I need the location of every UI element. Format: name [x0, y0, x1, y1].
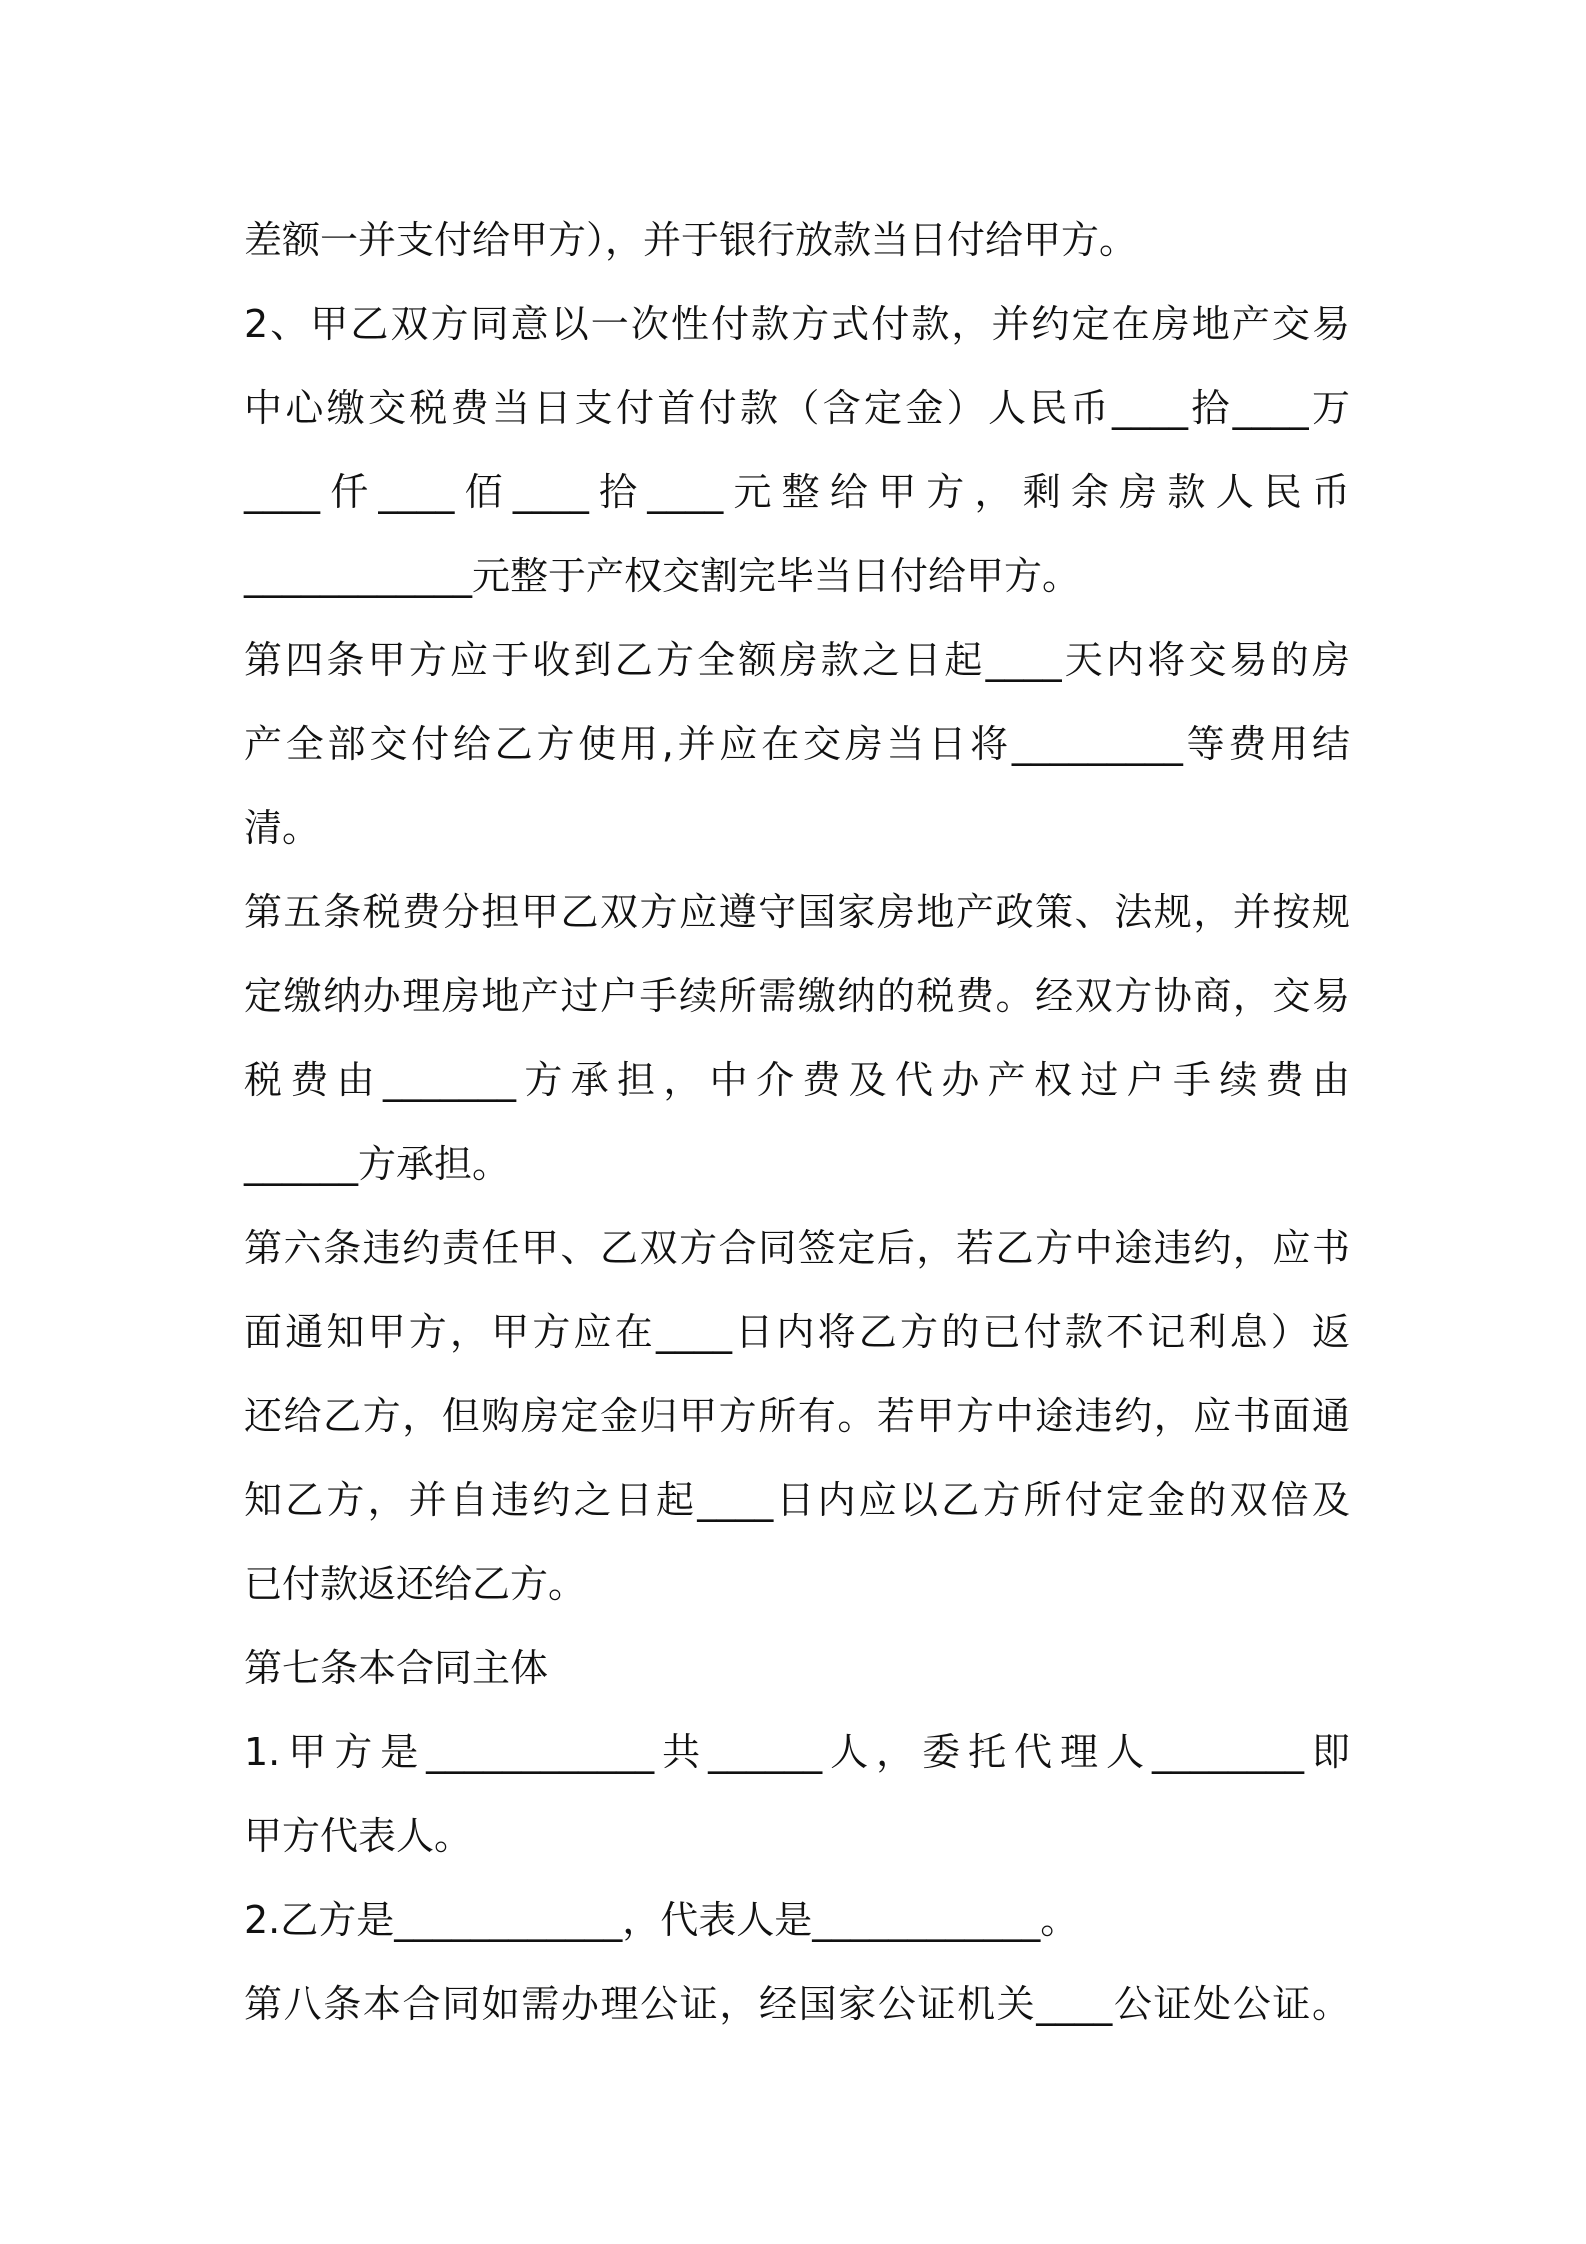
- text-line-3: 中心缴交税费当日支付首付款（含定金）人民币____拾____万: [244, 386, 1350, 430]
- text-line-22: 第八条本合同如需办理公证，经国家公证机关____公证处公证。: [244, 1982, 1350, 2026]
- text-line-14: 面通知甲方，甲方应在____日内将乙方的已付款不记利息）返: [244, 1310, 1350, 1354]
- text-line-16: 知乙方，并自违约之日起____日内应以乙方所付定金的双倍及: [244, 1478, 1350, 1522]
- text-line-18: 第七条本合同主体: [244, 1646, 549, 1690]
- text-line-19: 1.甲方是____________共______人，委托代理人________即: [244, 1730, 1350, 1774]
- text-line-4: ____仟____佰____拾____元整给甲方，剩余房款人民币: [244, 470, 1350, 514]
- text-line-20: 甲方代表人。: [244, 1814, 473, 1858]
- text-line-17: 已付款返还给乙方。: [244, 1562, 587, 1606]
- text-line-6: 第四条甲方应于收到乙方全额房款之日起____天内将交易的房: [244, 638, 1350, 682]
- text-line-9: 第五条税费分担甲乙双方应遵守国家房地产政策、法规，并按规: [244, 890, 1350, 934]
- text-line-15: 还给乙方，但购房定金归甲方所有。若甲方中途违约，应书面通: [244, 1394, 1350, 1438]
- text-line-2: 2、甲乙双方同意以一次性付款方式付款，并约定在房地产交易: [244, 302, 1350, 346]
- text-line-12: ______方承担。: [244, 1142, 511, 1186]
- text-line-1: 差额一并支付给甲方），并于银行放款当日付给甲方。: [244, 218, 1138, 262]
- text-line-10: 定缴纳办理房地产过户手续所需缴纳的税费。经双方协商，交易: [244, 974, 1350, 1018]
- text-line-7: 产全部交付给乙方使用,并应在交房当日将_________等费用结: [244, 722, 1350, 766]
- text-line-8: 清。: [244, 806, 321, 850]
- text-line-5: ____________元整于产权交割完毕当日付给甲方。: [244, 554, 1081, 598]
- text-line-21: 2.乙方是____________，代表人是____________。: [244, 1898, 1079, 1942]
- text-line-11: 税费由_______方承担，中介费及代办产权过户手续费由: [244, 1058, 1350, 1102]
- contract-text: [244, 198, 1350, 2046]
- text-line-13: 第六条违约责任甲、乙双方合同签定后，若乙方中途违约，应书: [244, 1226, 1350, 1270]
